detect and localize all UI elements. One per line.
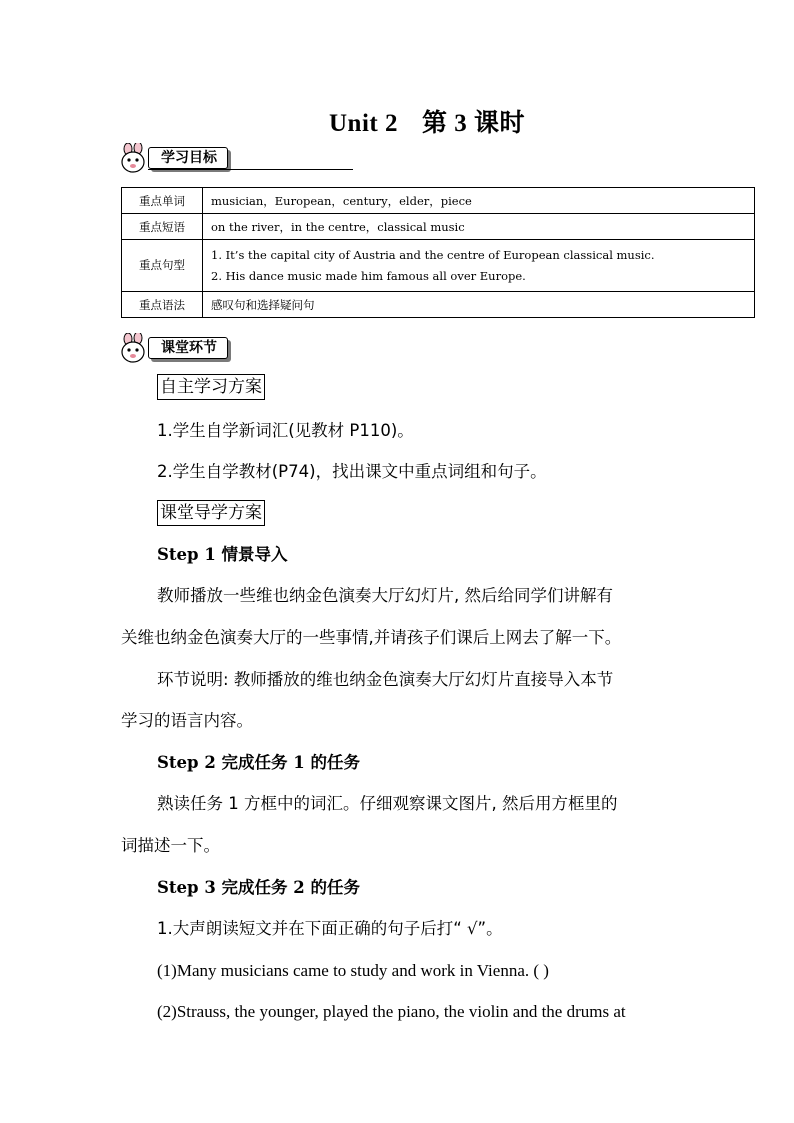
step3-statement-1: (1)Many musicians came to study and work in Vienna. ( ) [157, 961, 549, 980]
step1-paragraph-line-2: 关维也纳金色演奏大厅的一些事情,并请孩子们课后上网去了解一下。 [121, 628, 622, 647]
step1-note-line-1: 环节说明: 教师播放的维也纳金色演奏大厅幻灯片直接导入本节 [157, 670, 614, 689]
step3-title: Step 3 完成任务 2 的任务 [157, 878, 361, 897]
unit-label: Unit 2 [329, 110, 398, 137]
row-value: 感叹句和选择疑问句 [203, 292, 755, 318]
step3-statement-2: (2)Strauss, the younger, played the piano, the violin and the drums at [157, 1002, 626, 1021]
section-underline [148, 169, 353, 170]
section-label: 学习目标 [148, 147, 228, 169]
step2-title: Step 2 完成任务 1 的任务 [157, 753, 361, 772]
section-label: 课堂环节 [148, 337, 228, 359]
guided-heading: 课堂导学方案 [157, 500, 265, 526]
step1-paragraph-line-1: 教师播放一些维也纳金色演奏大厅幻灯片, 然后给同学们讲解有 [157, 586, 613, 605]
row-key: 重点句型 [122, 240, 203, 292]
row-key: 重点语法 [122, 292, 203, 318]
table-row [122, 240, 755, 292]
page-title [0, 103, 794, 139]
row-value: musician，European，century，elder，piece [203, 188, 755, 214]
step2-paragraph-line-2: 词描述一下。 [121, 836, 220, 855]
self-study-item-1: 1.学生自学新词汇(见教材 P110)。 [157, 421, 414, 440]
table-row [122, 214, 755, 240]
goals-table [121, 187, 755, 318]
row-value: on the river，in the centre，classical music [203, 214, 755, 240]
row-value [203, 240, 755, 292]
step3-instruction: 1.大声朗读短文并在下面正确的句子后打“ √”。 [157, 919, 503, 938]
section-badge-goals [118, 143, 228, 173]
table-row [122, 188, 755, 214]
row-key: 重点单词 [122, 188, 203, 214]
row-key: 重点短语 [122, 214, 203, 240]
self-study-item-2: 2.学生自学教材(P74)，找出课文中重点词组和句子。 [157, 462, 547, 481]
step1-title: Step 1 情景导入 [157, 545, 288, 564]
section-badge-class [118, 333, 228, 363]
table-row [122, 292, 755, 318]
lesson-label: 第 3 课时 [421, 110, 525, 137]
sentence-1: 1. It’s the capital city of Austria and the centre of European classical music. [211, 247, 655, 262]
self-study-heading: 自主学习方案 [157, 374, 265, 400]
step1-note-line-2: 学习的语言内容。 [121, 711, 253, 730]
step2-paragraph-line-1: 熟读任务 1 方框中的词汇。仔细观察课文图片, 然后用方框里的 [157, 794, 618, 813]
sentence-2: 2. His dance music made him famous all over Europe. [211, 268, 526, 283]
